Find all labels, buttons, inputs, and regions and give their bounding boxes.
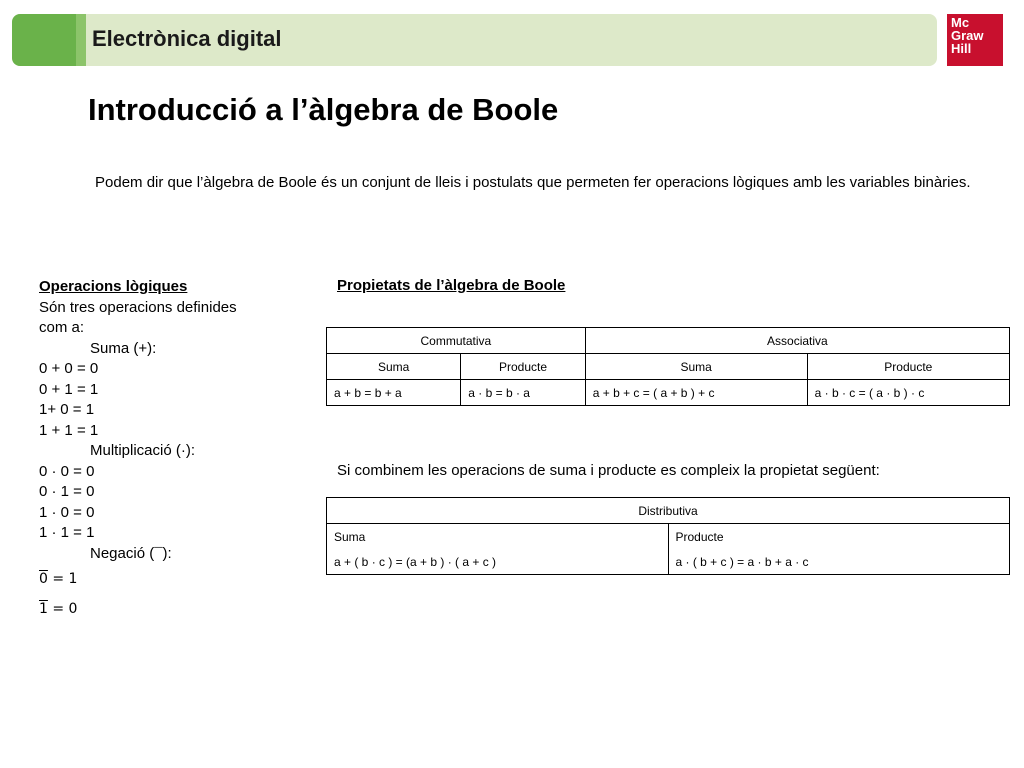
table-cell: a · ( b + c ) = a · b + a · c: [668, 549, 1010, 575]
properties-heading: Propietats de l’àlgebra de Boole: [337, 277, 566, 294]
table-cell: a + ( b · c ) = (a + b ) · ( a + c ): [327, 549, 669, 575]
logic-operations: [39, 277, 299, 624]
table-cell: a · b · c = ( a · b ) · c: [807, 380, 1009, 406]
table-subheader: Producte: [807, 354, 1009, 380]
table-subheader: Suma: [585, 354, 807, 380]
operations-heading: Operacions lògiques: [39, 278, 188, 295]
table-cell: a · b = b · a: [461, 380, 585, 406]
logo-line: Graw: [951, 28, 984, 43]
header-accent: [12, 14, 76, 66]
table-subheader: Suma: [327, 354, 461, 380]
logo-line: Hill: [951, 41, 972, 56]
table-row: [327, 354, 1010, 380]
mult-row: 0 · 1 = 0: [39, 483, 95, 500]
combine-text: Si combinem les operacions de suma i producte es compleix la propietat següent:: [337, 462, 880, 479]
logo-line: Mc: [951, 15, 970, 30]
negated-operand: 1: [39, 601, 48, 617]
negation-formula: [39, 564, 299, 594]
negated-operand: 0: [39, 571, 48, 587]
sum-row: 1 + 1 = 1: [39, 421, 99, 439]
sum-row: 1+ 0 = 1: [39, 401, 95, 418]
negation-formula: [39, 594, 299, 624]
mult-row: 1 · 0 = 0: [39, 503, 95, 521]
table-group-header: Associativa: [585, 328, 1009, 354]
header-title: Electrònica digital: [92, 26, 282, 51]
mult-row: 1 · 1 = 1: [39, 524, 95, 541]
mcgraw-hill-logo: [947, 14, 1003, 66]
intro-paragraph: Podem dir que l’àlgebra de Boole és un conjunt de lleis i postulats que permeten fer operacions lògiques amb les variables binàries.: [95, 174, 971, 191]
negation-result: = 0: [47, 601, 78, 617]
negation-result: = 1: [47, 571, 78, 587]
table-group-header: Commutativa: [327, 328, 586, 354]
table-row: [327, 328, 1010, 354]
header-accent-stripe: [76, 14, 86, 66]
table-cell: a + b = b + a: [327, 380, 461, 406]
mult-label: Multiplicació (·):: [90, 442, 196, 459]
sum-row: 0 + 1 = 1: [39, 380, 99, 398]
table-row: [327, 524, 1010, 550]
table-cell: a + b + c = ( a + b ) + c: [585, 380, 807, 406]
table-subheader: Producte: [668, 524, 1010, 550]
table-subheader: Suma: [327, 524, 669, 550]
operations-text: com a:: [39, 319, 85, 336]
header-bar: [12, 14, 937, 66]
operations-text: Són tres operacions definides: [39, 298, 237, 316]
table-group-header: Distributiva: [327, 498, 1010, 524]
mult-row: 0 · 0 = 0: [39, 462, 95, 480]
distributive-table: [326, 497, 1010, 575]
table-subheader: Producte: [461, 354, 585, 380]
negation-label: Negació (¯):: [90, 544, 172, 562]
slide-title: Introducció a l’àlgebra de Boole: [88, 92, 559, 127]
table-row: [327, 380, 1010, 406]
properties-table: [326, 327, 1010, 406]
table-row: [327, 549, 1010, 575]
table-row: [327, 498, 1010, 524]
sum-row: 0 + 0 = 0: [39, 360, 99, 377]
sum-label: Suma (+):: [90, 339, 157, 357]
